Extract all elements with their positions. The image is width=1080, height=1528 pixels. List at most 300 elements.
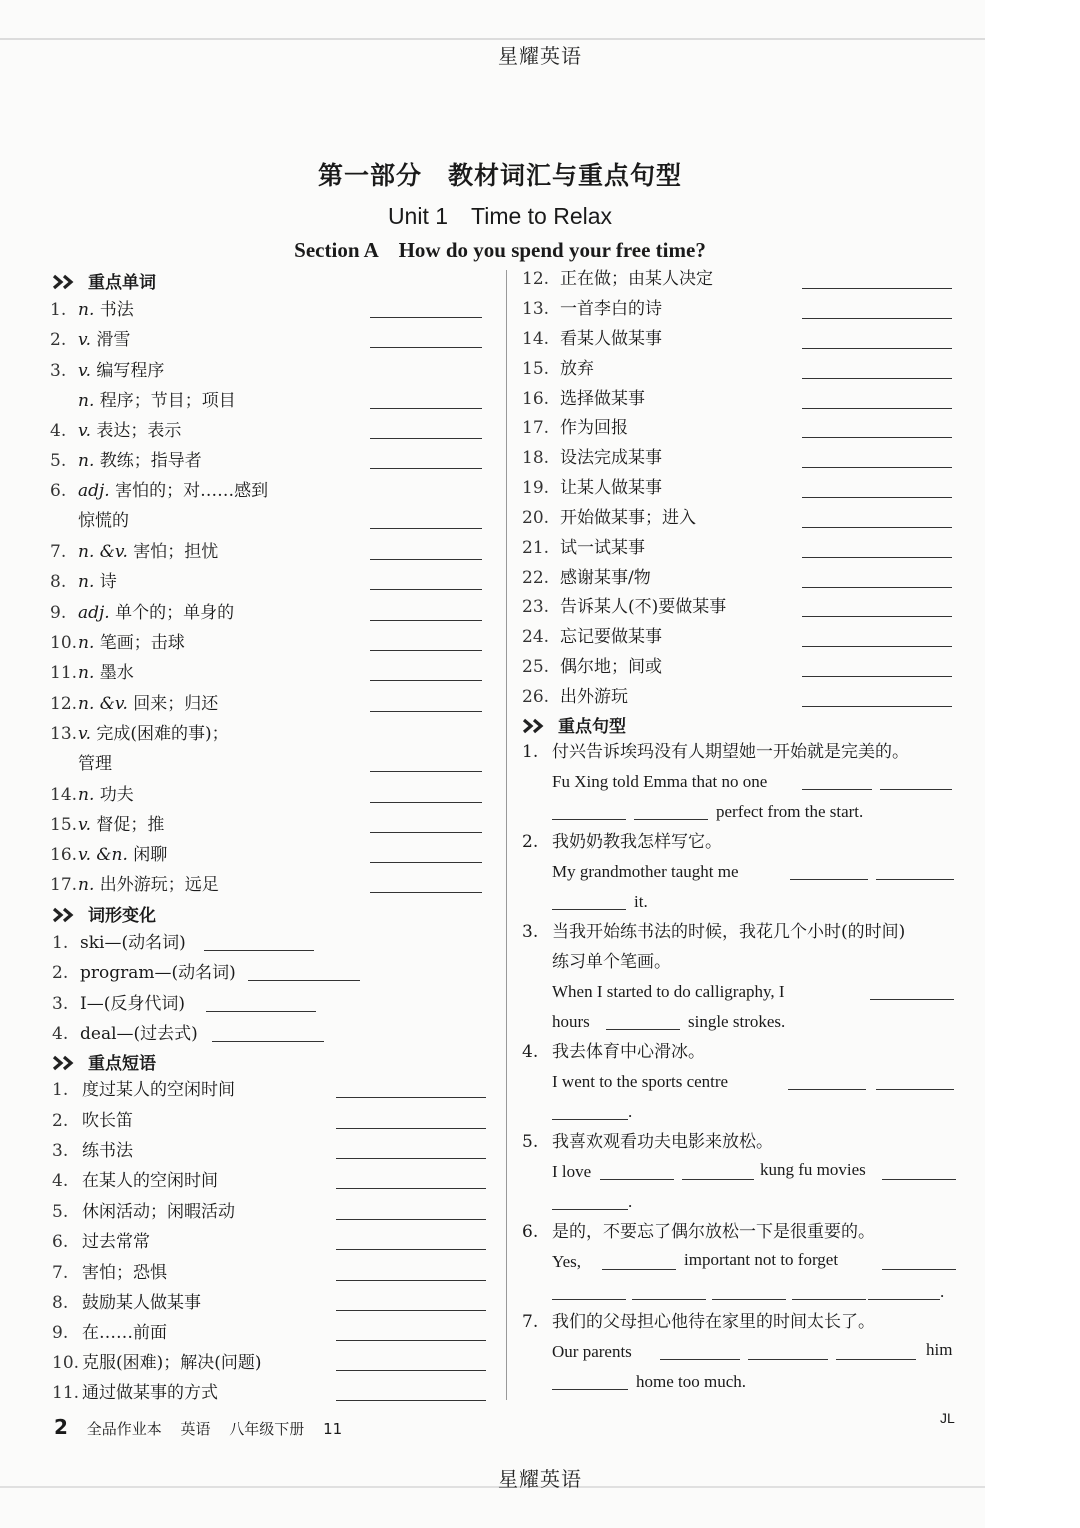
answer-blank[interactable] (880, 789, 952, 790)
answer-blank[interactable] (802, 706, 952, 707)
item-number: 9. (52, 1323, 69, 1343)
item-text: 练书法 (82, 1141, 133, 1161)
answer-blank[interactable] (792, 1299, 866, 1300)
item-number: 5. (50, 451, 67, 471)
item-text: program—(动名词) (80, 963, 236, 983)
answer-blank[interactable] (370, 408, 482, 409)
item-text (78, 815, 164, 835)
item-number: 17. (522, 418, 550, 438)
item-number: 7. (50, 542, 67, 562)
item-text: I—(反身代词) (80, 994, 185, 1014)
word-item (50, 719, 229, 749)
part-of-speech: n. (78, 875, 95, 895)
item-text: 看某人做某事 (560, 329, 662, 349)
part-of-speech: n. &v. (78, 694, 128, 714)
item-number: 3. (52, 994, 69, 1014)
answer-blank[interactable] (790, 879, 868, 880)
answer-blank[interactable] (802, 527, 952, 528)
phrase-item (522, 473, 662, 503)
answer-blank[interactable] (868, 1299, 940, 1300)
answer-blank[interactable] (600, 1179, 674, 1180)
sentence-number: 7. (522, 1312, 539, 1332)
answer-blank[interactable] (870, 999, 954, 1000)
sentence-en: I went to the sports centre (552, 1072, 729, 1091)
sentence-cn: 付兴告诉埃玛没有人期望她一开始就是完美的。 (552, 742, 909, 762)
sentences-heading-text: 重点句型 (558, 717, 626, 737)
word-item (50, 476, 268, 506)
item-number: 20. (522, 508, 550, 528)
item-text: 正在做；由某人决定 (560, 269, 713, 289)
phrases-heading-text: 重点短语 (88, 1054, 156, 1074)
answer-blank[interactable] (802, 378, 952, 379)
phrase-item (522, 354, 594, 384)
answer-blank[interactable] (552, 1299, 626, 1300)
sentence-cn: 我们的父母担心他待在家里的时间太长了。 (552, 1312, 875, 1332)
phrase-item (522, 592, 726, 622)
column-divider (506, 270, 507, 1400)
phrase-item (52, 1288, 201, 1318)
answer-blank[interactable] (682, 1179, 754, 1180)
phrase-item (522, 622, 662, 652)
sentence-en: him (926, 1340, 953, 1359)
item-text: 鼓励某人做某事 (82, 1293, 201, 1313)
sentence-cn: 我去体育中心滑冰。 (552, 1042, 705, 1062)
item-number: 12. (50, 694, 78, 714)
answer-blank[interactable] (336, 1280, 486, 1281)
part-of-speech: v. &n. (78, 845, 128, 865)
part-of-speech: n. (78, 633, 95, 653)
answer-blank[interactable] (660, 1359, 740, 1360)
item-text: 害怕；恐惧 (82, 1263, 167, 1283)
part-of-speech: v. (78, 724, 91, 744)
answer-blank[interactable] (370, 680, 482, 681)
item-text: 度过某人的空闲时间 (82, 1080, 235, 1100)
part-of-speech: v. (78, 361, 91, 381)
definition: 程序；节目；项目 (94, 391, 236, 411)
phrase-item (522, 324, 662, 354)
item-number: 21. (522, 538, 550, 558)
item-number: 4. (50, 421, 67, 441)
definition: 害怕；担忧 (127, 542, 219, 562)
phrase-item (522, 413, 628, 443)
answer-blank[interactable] (370, 650, 482, 651)
item-number: 6. (50, 481, 67, 501)
item-number: 14. (50, 785, 78, 805)
word-item (50, 628, 185, 658)
sentence-number: 5. (522, 1132, 539, 1152)
part-of-speech: n. (78, 785, 95, 805)
item-number: 4. (52, 1171, 69, 1191)
phrase-item (522, 294, 662, 324)
answer-blank[interactable] (802, 676, 952, 677)
item-number: 15. (50, 815, 78, 835)
sentence-en: . (940, 1282, 945, 1301)
item-text: 忘记要做某事 (560, 627, 662, 647)
word-item (50, 506, 129, 536)
item-number: 3. (52, 1141, 69, 1161)
answer-blank[interactable] (802, 646, 952, 647)
section-title: Section A How do you spend your free time? (294, 238, 706, 262)
part-of-speech: n. (78, 451, 95, 471)
answer-blank[interactable] (370, 468, 482, 469)
phrase-item (52, 1136, 133, 1166)
item-text: deal—(过去式) (80, 1024, 198, 1044)
answer-blank[interactable] (876, 1089, 954, 1090)
definition: 书法 (94, 300, 134, 320)
phrase-item (522, 503, 696, 533)
item-text: 通过做某事的方式 (82, 1383, 218, 1403)
item-text (78, 785, 134, 805)
answer-blank[interactable] (370, 711, 482, 712)
item-text (78, 451, 202, 471)
answer-blank[interactable] (552, 909, 626, 910)
answer-blank[interactable] (370, 771, 482, 772)
forms-heading-text: 词形变化 (88, 906, 156, 926)
word-item (50, 325, 130, 355)
item-number: 26. (522, 687, 550, 707)
word-item (50, 446, 202, 476)
definition: 单个的；单身的 (109, 603, 235, 623)
item-number: 9. (50, 603, 67, 623)
item-text (78, 633, 185, 653)
answer-blank[interactable] (370, 559, 482, 560)
answer-blank[interactable] (802, 616, 952, 617)
answer-blank[interactable] (370, 347, 482, 348)
item-number: 17. (50, 875, 78, 895)
phrase-item (52, 1318, 167, 1348)
answer-blank[interactable] (336, 1340, 486, 1341)
answer-blank[interactable] (802, 587, 952, 588)
word-item (50, 416, 181, 446)
definition: 功夫 (94, 785, 134, 805)
item-number: 16. (50, 845, 78, 865)
item-text (78, 724, 229, 744)
item-number: 13. (50, 724, 78, 744)
sentence-en: . (628, 1102, 633, 1121)
item-text (78, 361, 164, 381)
item-text (78, 603, 234, 623)
phrase-item (52, 1197, 235, 1227)
region-code: JL (940, 1410, 955, 1426)
answer-blank[interactable] (336, 1400, 486, 1401)
subject: 英语 (180, 1420, 211, 1438)
form-item (52, 958, 236, 988)
part-of-speech: v. (78, 815, 91, 835)
answer-blank[interactable] (802, 557, 952, 558)
item-number: 16. (522, 389, 550, 409)
answer-blank[interactable] (748, 1359, 828, 1360)
item-number: 25. (522, 657, 550, 677)
answer-blank[interactable] (836, 1359, 916, 1360)
item-text (78, 694, 218, 714)
answer-blank[interactable] (370, 620, 482, 621)
phrase-item (52, 1258, 167, 1288)
definition: 完成(困难的事)； (91, 724, 229, 744)
item-number: 2. (52, 1111, 69, 1131)
word-item (50, 356, 164, 386)
item-number: 1. (52, 933, 69, 953)
answer-blank[interactable] (634, 819, 708, 820)
item-number: 11. (50, 663, 78, 683)
item-number: 10. (52, 1353, 80, 1373)
item-number: 13. (522, 299, 550, 319)
item-number: 10. (50, 633, 78, 653)
answer-blank[interactable] (370, 862, 482, 863)
definition: 害怕的；对……感到 (109, 481, 269, 501)
definition: 滑雪 (91, 330, 131, 350)
answer-blank[interactable] (802, 497, 952, 498)
item-number: 2. (52, 963, 69, 983)
watermark-bottom: 星耀英语 (498, 1467, 582, 1491)
definition: 出外游玩；远足 (94, 875, 219, 895)
answer-blank[interactable] (336, 1188, 486, 1189)
sentence-number: 6. (522, 1222, 539, 1242)
answer-blank[interactable] (370, 832, 482, 833)
item-text (78, 391, 236, 411)
answer-blank[interactable] (336, 1219, 486, 1220)
item-number: 1. (50, 300, 67, 320)
words-heading-text: 重点单词 (88, 273, 156, 293)
item-text (78, 542, 218, 562)
answer-blank[interactable] (788, 1089, 866, 1090)
sentence-number: 1. (522, 742, 539, 762)
definition: 表达；表示 (91, 421, 182, 441)
answer-blank[interactable] (552, 1209, 628, 1210)
item-number: 3. (50, 361, 67, 381)
item-text: 试一试某事 (560, 538, 645, 558)
item-number: 24. (522, 627, 550, 647)
word-item (50, 780, 134, 810)
item-text (78, 663, 134, 683)
sentence-en: home too much. (636, 1372, 747, 1391)
part-of-speech: v. (78, 421, 91, 441)
answer-blank[interactable] (602, 1269, 676, 1270)
definition: 回来；归还 (127, 694, 219, 714)
item-text: 休闲活动；闲暇活动 (82, 1202, 235, 1222)
word-item (50, 386, 236, 416)
answer-blank[interactable] (370, 528, 482, 529)
item-text (78, 330, 130, 350)
answer-blank[interactable] (552, 1389, 628, 1390)
item-text: 让某人做某事 (560, 478, 662, 498)
part-of-speech: v. (78, 330, 91, 350)
answer-blank[interactable] (882, 1179, 956, 1180)
part-of-speech: n. (78, 391, 95, 411)
answer-blank[interactable] (802, 467, 952, 468)
words-heading (52, 269, 156, 297)
answer-blank[interactable] (802, 789, 872, 790)
word-item (50, 598, 234, 628)
word-item (50, 810, 164, 840)
answer-blank[interactable] (336, 1249, 486, 1250)
answer-blank[interactable] (802, 318, 952, 319)
item-number: 11. (52, 1383, 80, 1403)
answer-blank[interactable] (552, 1119, 628, 1120)
item-number: 23. (522, 597, 550, 617)
item-text (78, 421, 181, 441)
answer-blank[interactable] (336, 1158, 486, 1159)
word-item (50, 840, 167, 870)
phrase-item (522, 443, 662, 473)
item-number: 18. (522, 448, 550, 468)
phrase-item (52, 1075, 235, 1105)
sentence-en: single strokes. (688, 1012, 786, 1031)
item-number: 19. (522, 478, 550, 498)
item-number: 15. (522, 359, 550, 379)
definition: 教练；指导者 (94, 451, 202, 471)
part-of-speech: n. (78, 663, 95, 683)
answer-blank[interactable] (370, 802, 482, 803)
sentence-en: My grandmother taught me (552, 862, 739, 881)
item-text: 偶尔地；间或 (560, 657, 662, 677)
item-number: 12. (522, 269, 550, 289)
answer-blank[interactable] (212, 1041, 324, 1042)
sentence-cn: 当我开始练书法的时候，我花几个小时(的时间) (552, 922, 906, 942)
item-text: 告诉某人(不)要做某事 (560, 597, 727, 617)
item-text: 克服(困难)；解决(问题) (82, 1353, 262, 1373)
item-number: 14. (522, 329, 550, 349)
form-item (52, 928, 186, 958)
sentence-en: Fu Xing told Emma that no one (552, 772, 768, 791)
part-of-speech: adj. (78, 481, 110, 501)
form-item (52, 989, 185, 1019)
part-of-speech: n. (78, 300, 95, 320)
phrase-item (52, 1166, 218, 1196)
answer-blank[interactable] (336, 1097, 486, 1098)
item-text: 出外游玩 (560, 687, 628, 707)
answer-blank[interactable] (802, 408, 952, 409)
item-text: 过去常常 (82, 1232, 150, 1252)
phrase-item (52, 1106, 133, 1136)
item-number: 8. (52, 1293, 69, 1313)
answer-blank[interactable] (606, 1029, 680, 1030)
item-number: 4. (52, 1024, 69, 1044)
answer-blank[interactable] (882, 1269, 956, 1270)
phrase-item (522, 264, 713, 294)
item-text: 管理 (78, 754, 112, 774)
item-text: 感谢某事/物 (560, 568, 651, 588)
sentence-number: 3. (522, 922, 539, 942)
answer-blank[interactable] (370, 589, 482, 590)
answer-blank[interactable] (336, 1370, 486, 1371)
part-of-speech: n. &v. (78, 542, 128, 562)
part-of-speech: n. (78, 572, 95, 592)
item-text: ski—(动名词) (80, 933, 186, 953)
item-text: 作为回报 (560, 418, 628, 438)
item-text (78, 572, 117, 592)
item-number: 5. (52, 1202, 69, 1222)
page-number: 2 (54, 1415, 68, 1439)
phrase-item (522, 533, 645, 563)
unit-title: Unit 1 Time to Relax (387, 203, 613, 229)
item-text (78, 300, 134, 320)
answer-blank[interactable] (552, 819, 626, 820)
answer-blank[interactable] (248, 980, 360, 981)
sentence-cn: 是的，不要忘了偶尔放松一下是很重要的。 (552, 1222, 875, 1242)
word-item (50, 295, 134, 325)
forms-heading (52, 902, 156, 930)
word-item (50, 870, 219, 900)
sentence-cn: 我喜欢观看功夫电影来放松。 (552, 1132, 773, 1152)
answer-blank[interactable] (370, 438, 482, 439)
definition: 笔画；击球 (94, 633, 185, 653)
word-item (50, 749, 112, 779)
sentence-en: . (628, 1192, 633, 1211)
definition: 督促；推 (91, 815, 165, 835)
answer-blank[interactable] (802, 288, 952, 289)
answer-blank[interactable] (632, 1299, 706, 1300)
word-item (50, 537, 218, 567)
definition: 诗 (94, 572, 117, 592)
item-number: 8. (50, 572, 67, 592)
part-title: 第一部分 教材词汇与重点句型 (317, 161, 682, 190)
book-name: 全品作业本 (86, 1420, 162, 1438)
sentence-en: When I started to do calligraphy, I (552, 982, 785, 1001)
phrase-item (52, 1348, 262, 1378)
item-text: 放弃 (560, 359, 594, 379)
form-item (52, 1019, 198, 1049)
item-text: 设法完成某事 (560, 448, 662, 468)
phrase-item (522, 682, 628, 712)
definition: 墨水 (94, 663, 134, 683)
footer (54, 1413, 356, 1441)
sentence-cn: 我奶奶教我怎样写它。 (552, 832, 722, 852)
answer-blank[interactable] (802, 348, 952, 349)
definition: 编写程序 (91, 361, 165, 381)
code: 11 (323, 1420, 343, 1438)
phrase-item (52, 1227, 150, 1257)
answer-blank[interactable] (336, 1310, 486, 1311)
sentence-en: hours (552, 1012, 590, 1031)
item-text: 在某人的空闲时间 (82, 1171, 218, 1191)
sentence-en: kung fu movies (760, 1160, 866, 1179)
answer-blank[interactable] (802, 437, 952, 438)
watermark-top: 星耀英语 (498, 44, 582, 68)
answer-blank[interactable] (712, 1299, 786, 1300)
item-text: 吹长笛 (82, 1111, 133, 1131)
sentence-en: I love (552, 1162, 592, 1181)
item-number: 2. (50, 330, 67, 350)
item-text (78, 845, 167, 865)
sentence-cn: 练习单个笔画。 (552, 952, 671, 972)
word-item (50, 689, 218, 719)
item-number: 22. (522, 568, 550, 588)
sentence-number: 2. (522, 832, 539, 852)
sentence-en: Yes, (552, 1252, 581, 1271)
word-item (50, 658, 134, 688)
sentence-en: important not to forget (684, 1250, 839, 1269)
sentence-en: it. (634, 892, 648, 911)
item-text (78, 481, 268, 501)
item-number: 1. (52, 1080, 69, 1100)
item-text: 选择做某事 (560, 389, 645, 409)
answer-blank[interactable] (336, 1128, 486, 1129)
word-item (50, 567, 117, 597)
item-number: 6. (52, 1232, 69, 1252)
item-text (78, 875, 219, 895)
answer-blank[interactable] (370, 317, 482, 318)
answer-blank[interactable] (204, 950, 314, 951)
definition: 闲聊 (127, 845, 168, 865)
sentence-number: 4. (522, 1042, 539, 1062)
item-number: 7. (52, 1263, 69, 1283)
answer-blank[interactable] (370, 892, 482, 893)
phrase-item (522, 652, 662, 682)
answer-blank[interactable] (876, 879, 954, 880)
answer-blank[interactable] (206, 1011, 316, 1012)
phrase-item (522, 563, 651, 593)
item-text: 惊慌的 (78, 511, 129, 531)
